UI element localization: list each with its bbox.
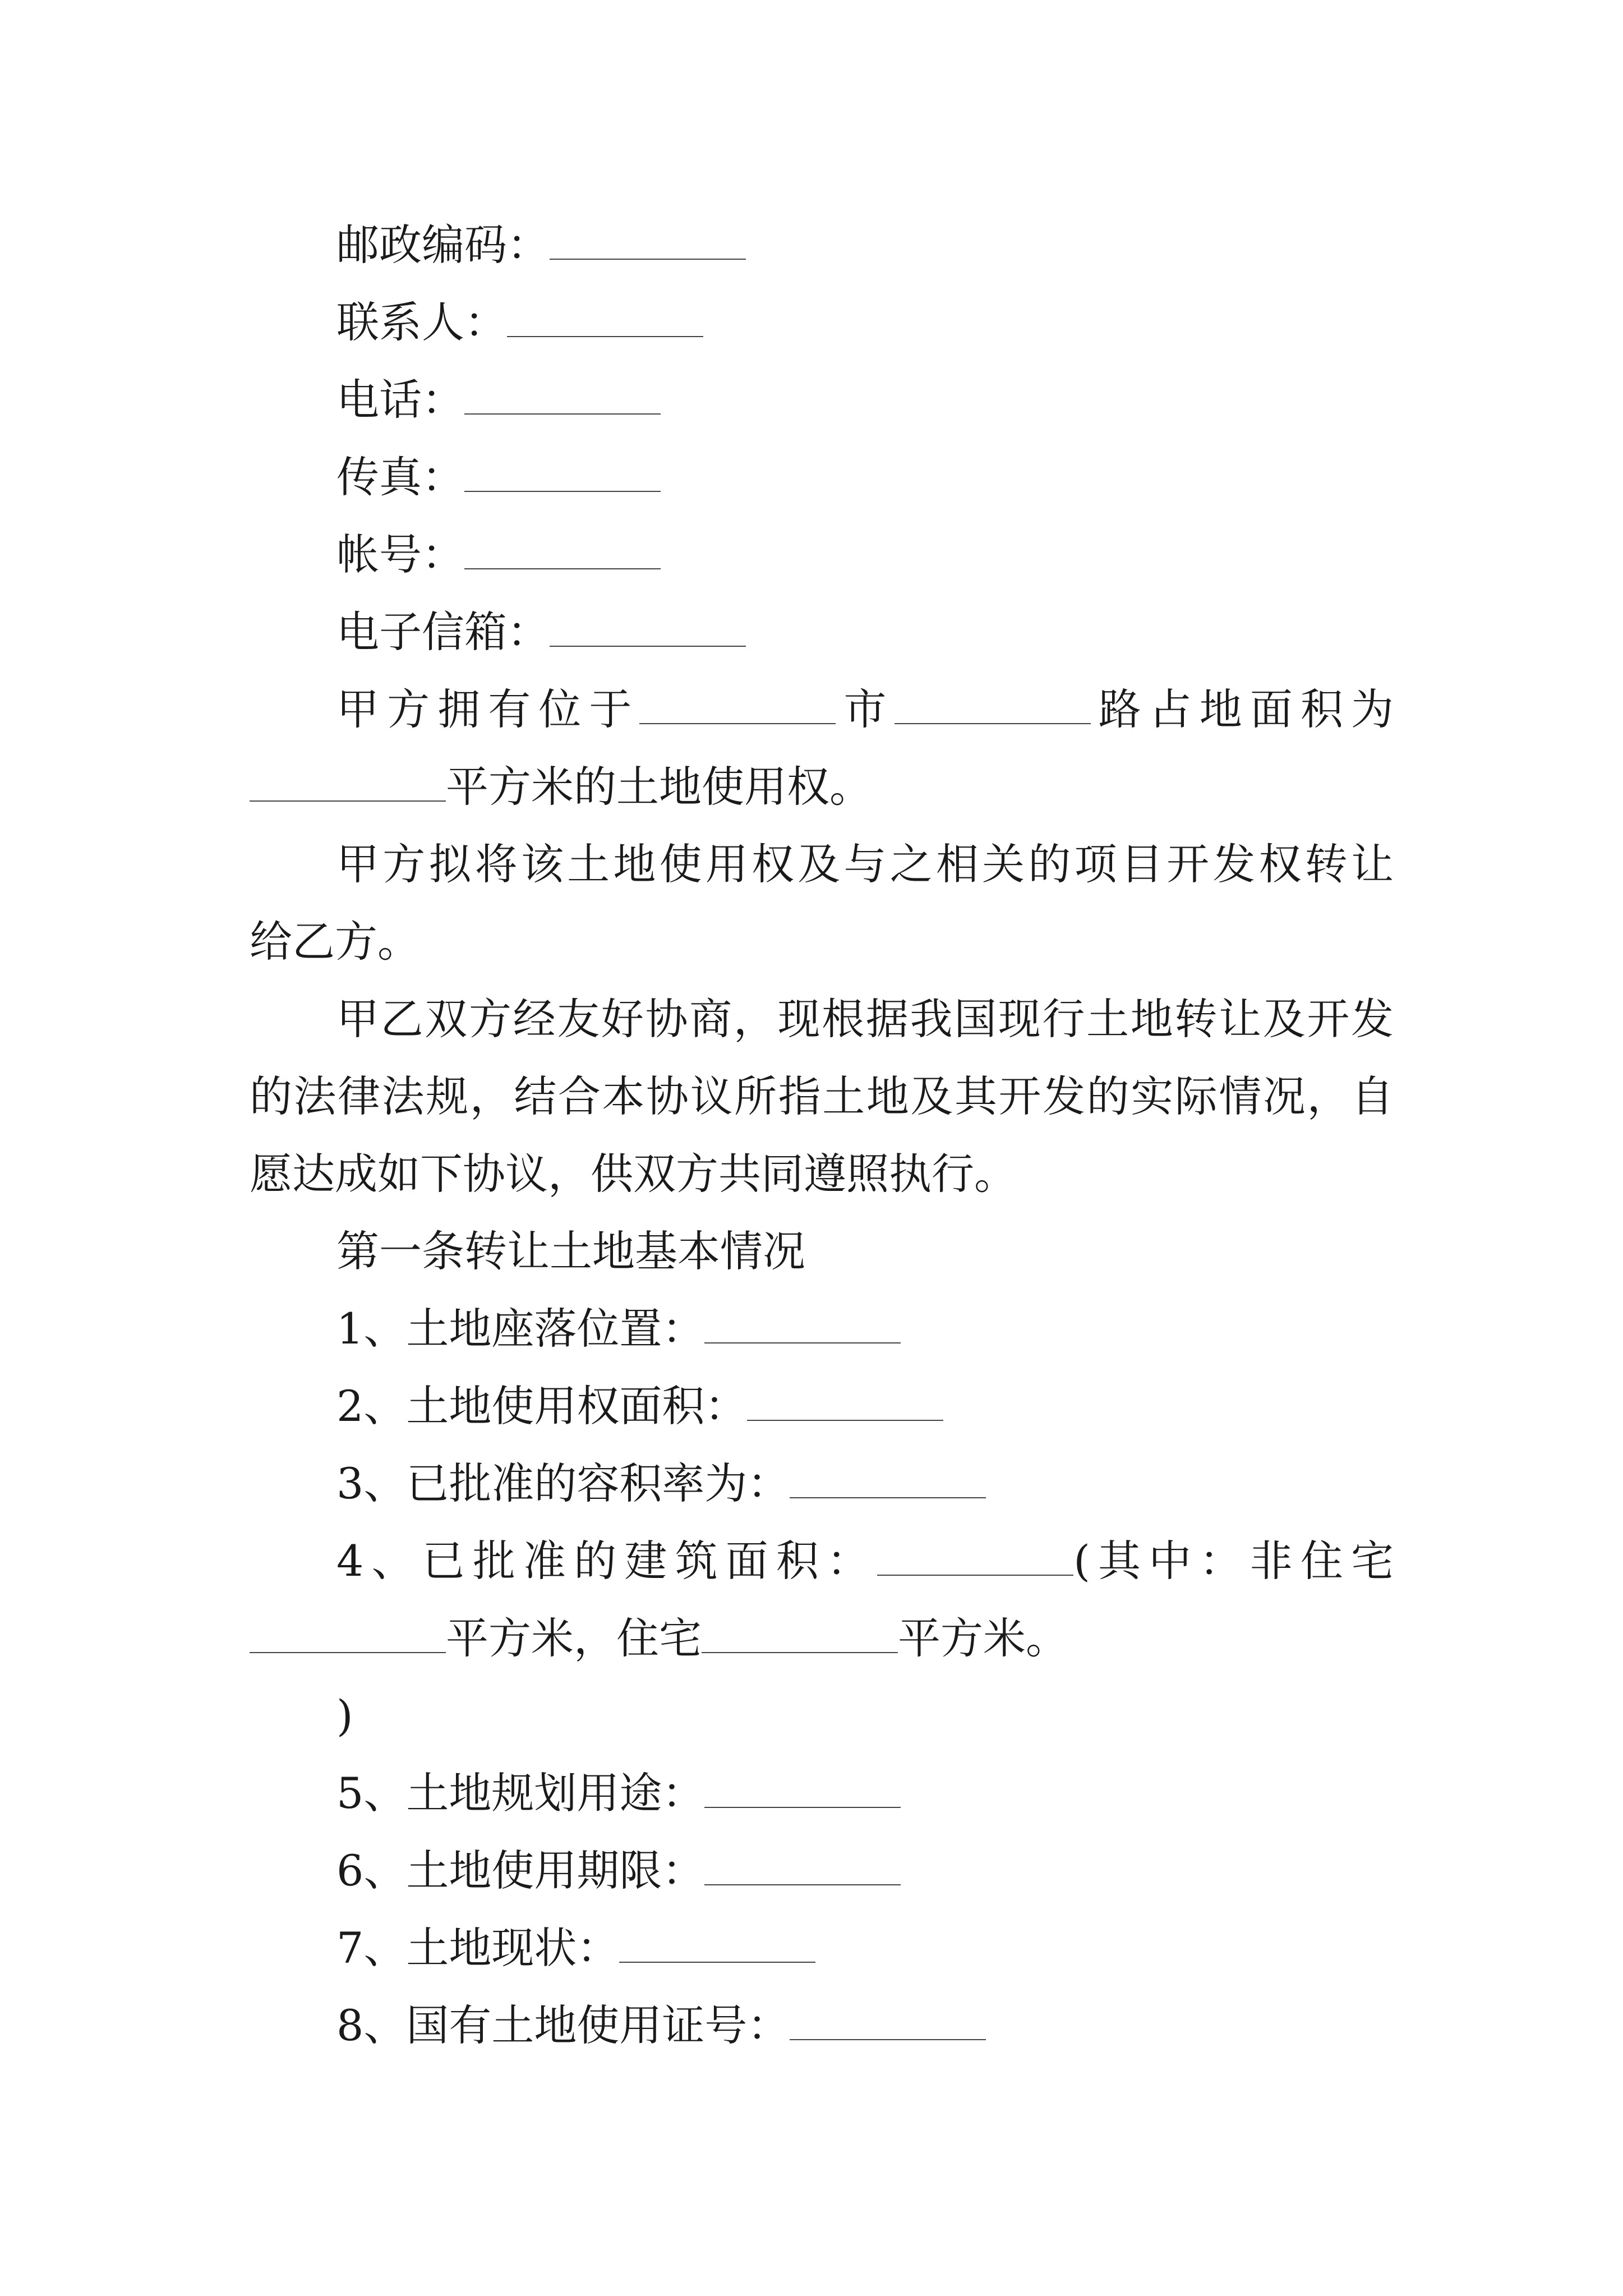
item-4-area-blank[interactable] xyxy=(877,1540,1073,1576)
fax-blank[interactable] xyxy=(464,456,661,492)
item-4-line-1 xyxy=(336,1533,1394,1589)
paragraph-3-line-3: 愿达成如下协议，供双方共同遵照执行。 xyxy=(250,1149,1017,1199)
fax-label: 传真： xyxy=(336,452,464,502)
email-line xyxy=(336,604,1394,660)
article-1-heading: 第一条转让土地基本情况 xyxy=(336,1226,805,1276)
p1-city-blank[interactable] xyxy=(639,688,836,724)
item-6-line xyxy=(336,1843,1394,1899)
paragraph-3-line-1: 甲乙双方经友好协商，现根据我国现行土地转让及开发 xyxy=(336,994,1394,1044)
account-line xyxy=(336,527,1394,583)
item-3-label: 3、已批准的容积率为： xyxy=(336,1458,790,1508)
item-3-blank[interactable] xyxy=(790,1462,986,1498)
account-blank[interactable] xyxy=(464,533,661,569)
item-5-label: 5、土地规划用途： xyxy=(336,1768,705,1818)
item-3-line xyxy=(336,1456,1394,1512)
paragraph-3-line-2: 的法律法规，结合本协议所指土地及其开发的实际情况，自 xyxy=(250,1071,1394,1121)
contact-person-line xyxy=(336,295,1394,351)
contact-person-label: 联系人： xyxy=(336,297,507,347)
item-2-label: 2、土地使用权面积： xyxy=(336,1381,748,1431)
item-1-blank[interactable] xyxy=(704,1308,901,1343)
p1-text-a: 甲方拥有位于 xyxy=(336,684,640,734)
item-4-label: 4、已批准的建筑面积： xyxy=(336,1536,878,1586)
item-4-nonresidential-blank[interactable] xyxy=(250,1617,446,1653)
postal-code-line xyxy=(336,217,1394,273)
paragraph-2-line-2: 给乙方。 xyxy=(250,917,420,967)
item-7-label: 7、土地现状： xyxy=(336,1923,620,1973)
postal-code-label: 邮政编码： xyxy=(336,220,550,270)
paragraph-1-line-2 xyxy=(250,759,1394,815)
item-7-line xyxy=(336,1920,1394,1976)
p1-area-blank[interactable] xyxy=(250,766,446,802)
item-4-text-c: 平方米，住宅 xyxy=(446,1613,702,1663)
p1-road-blank[interactable] xyxy=(895,688,1091,724)
p1-text-b: 市 xyxy=(836,684,895,734)
item-8-label: 8、国有土地使用证号： xyxy=(336,2000,790,2050)
item-8-line xyxy=(336,1998,1394,2054)
account-label: 帐号： xyxy=(336,530,464,579)
contact-person-blank[interactable] xyxy=(507,301,703,337)
item-4-note-open: (其中：非住宅 xyxy=(1073,1536,1394,1586)
item-2-line xyxy=(336,1378,1394,1434)
p1-text-c: 路占地面积为 xyxy=(1090,684,1394,734)
phone-line xyxy=(336,372,1394,428)
fax-line xyxy=(336,449,1394,505)
phone-label: 电话： xyxy=(336,375,464,425)
item-1-line xyxy=(336,1301,1394,1357)
item-6-blank[interactable] xyxy=(704,1849,901,1885)
email-label: 电子信箱： xyxy=(336,607,550,657)
paragraph-2-line-1: 甲方拟将该土地使用权及与之相关的项目开发权转让 xyxy=(336,839,1394,889)
item-4-text-d: 平方米。 xyxy=(898,1613,1068,1663)
paragraph-1-line-1 xyxy=(336,682,1394,738)
item-4-residential-blank[interactable] xyxy=(702,1617,898,1653)
item-6-label: 6、土地使用期限： xyxy=(336,1846,705,1895)
item-7-blank[interactable] xyxy=(619,1927,815,1963)
item-4-line-2 xyxy=(250,1611,1394,1667)
item-1-label: 1、土地座落位置： xyxy=(336,1304,705,1354)
phone-blank[interactable] xyxy=(464,379,661,415)
postal-code-blank[interactable] xyxy=(550,224,746,260)
item-2-blank[interactable] xyxy=(747,1385,943,1421)
item-5-line xyxy=(336,1765,1394,1821)
item-5-blank[interactable] xyxy=(704,1772,901,1808)
item-4-line-3: ) xyxy=(336,1691,353,1741)
item-8-blank[interactable] xyxy=(790,2004,986,2040)
p1-text-d: 平方米的土地使用权。 xyxy=(446,762,872,812)
email-blank[interactable] xyxy=(550,611,746,647)
